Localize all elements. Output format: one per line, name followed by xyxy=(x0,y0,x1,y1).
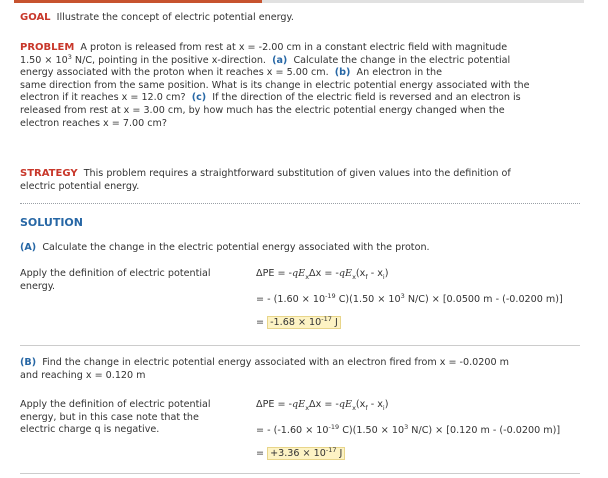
problem-line-4: same direction from the same position. What is its change in electric potential energy associated with the xyxy=(20,79,530,91)
part-b-label: (b) xyxy=(334,67,351,79)
solution-b-result xyxy=(267,447,345,460)
solution-b-title-text: Find the change in electric potential energy associated with an electron fired from x = -0.0200 m xyxy=(42,357,509,368)
solution-b-title-text: and reaching x = 0.120 m xyxy=(20,369,146,381)
top-accent-bar-red xyxy=(14,0,262,3)
explain-text: energy. xyxy=(20,280,56,292)
result-unit: J xyxy=(336,448,343,459)
explain-text: Apply the definition of electric potential xyxy=(20,399,211,410)
problem-line-6: released from rest at x = 3.00 cm, by how much has the electric potential energy changed when the xyxy=(20,104,505,116)
bottom-divider xyxy=(20,473,580,474)
solution-b-explain xyxy=(20,399,245,437)
result-unit: J xyxy=(331,317,338,328)
goal-text: Illustrate the concept of electric potential energy. xyxy=(56,12,294,23)
problem-text: Calculate the change in the electric potential xyxy=(293,54,511,66)
problem-text: N/C, pointing in the positive x-direction. xyxy=(71,54,266,66)
result-mantissa: +3.36 × 10 xyxy=(270,448,326,459)
result-exponent: -17 xyxy=(321,314,332,323)
problem-line-1 xyxy=(20,42,580,55)
explain-text: electric charge q is negative. xyxy=(20,424,160,436)
strategy-heading: STRATEGY xyxy=(20,168,78,179)
problem-heading: PROBLEM xyxy=(20,42,75,53)
problem-text: If the direction of the electric field is reversed and an electron is xyxy=(212,92,521,104)
strategy-text: This problem requires a straightforward substitution of given values into the definition of xyxy=(83,168,511,179)
result-mantissa: -1.68 × 10 xyxy=(270,317,322,328)
goal-heading: GOAL xyxy=(20,12,51,23)
problem-text: An electron in the xyxy=(356,67,442,79)
explain-text: energy, but in this case note that the xyxy=(20,411,199,423)
explain-text: Apply the definition of electric potential xyxy=(20,268,211,279)
solution-a-eq1: $\Delta PE = -qE_x\Delta x = -qE_x(x_f - x_i)$ xyxy=(256,268,389,281)
problem-line-7: electron reaches x = 7.00 cm? xyxy=(20,117,167,129)
problem-line-2 xyxy=(20,52,580,68)
solution-a-eq2: = - ($1.60 \times 10^{-19}$ $C)(1.50 \times 10^3$ N/C) × [0.0500 m - (-0.0200 m)] xyxy=(256,291,563,305)
solution-b-title xyxy=(20,357,580,382)
strategy-section xyxy=(20,168,580,193)
problem-text: electron if it reaches x = 12.0 cm? xyxy=(20,92,186,104)
solution-b-eq2: = - ($-1.60 \times 10^{-19}$ $C)(1.50 \times 10^3$ N/C) × [0.120 m - (-0.0200 m)] xyxy=(256,422,561,436)
solution-a-result xyxy=(267,316,341,329)
solution-b-result-row: = $+3.36 \times 10^{-17}$ J xyxy=(256,448,345,461)
part-divider xyxy=(20,345,580,346)
section-divider xyxy=(20,203,580,204)
result-exponent: -17 xyxy=(325,445,337,454)
part-c-label: (c) xyxy=(191,92,207,104)
solution-a-label: (A) xyxy=(20,242,37,253)
solution-b-eq1: $\Delta PE = -qE_x\Delta x = -qE_x(x_f - x_i)$ xyxy=(256,399,389,412)
solution-heading: SOLUTION xyxy=(20,216,83,229)
problem-exponent: 3 xyxy=(67,52,72,61)
solution-a-explain xyxy=(20,268,240,293)
problem-text: energy associated with the proton when it reaches x = 5.00 cm. xyxy=(20,67,329,79)
problem-line-5 xyxy=(20,92,580,105)
top-accent-bar-gray xyxy=(262,0,584,3)
goal-section xyxy=(20,12,580,25)
solution-a-title-text: Calculate the change in the electric potential energy associated with the proton. xyxy=(42,242,430,253)
solution-a-result-row: = $-1.68 \times 10^{-17}$ J xyxy=(256,317,341,330)
problem-line-3 xyxy=(20,67,580,80)
strategy-text: electric potential energy. xyxy=(20,180,140,192)
top-accent-bar xyxy=(14,0,584,3)
problem-text: A proton is released from rest at x = -2.00 cm in a constant electric field with magnitude xyxy=(80,42,508,53)
solution-b-label: (B) xyxy=(20,357,37,368)
part-a-label: (a) xyxy=(272,54,288,66)
solution-a-title xyxy=(20,242,580,255)
problem-text: 1.50 × 10 xyxy=(20,54,68,66)
problem-section xyxy=(20,42,580,130)
